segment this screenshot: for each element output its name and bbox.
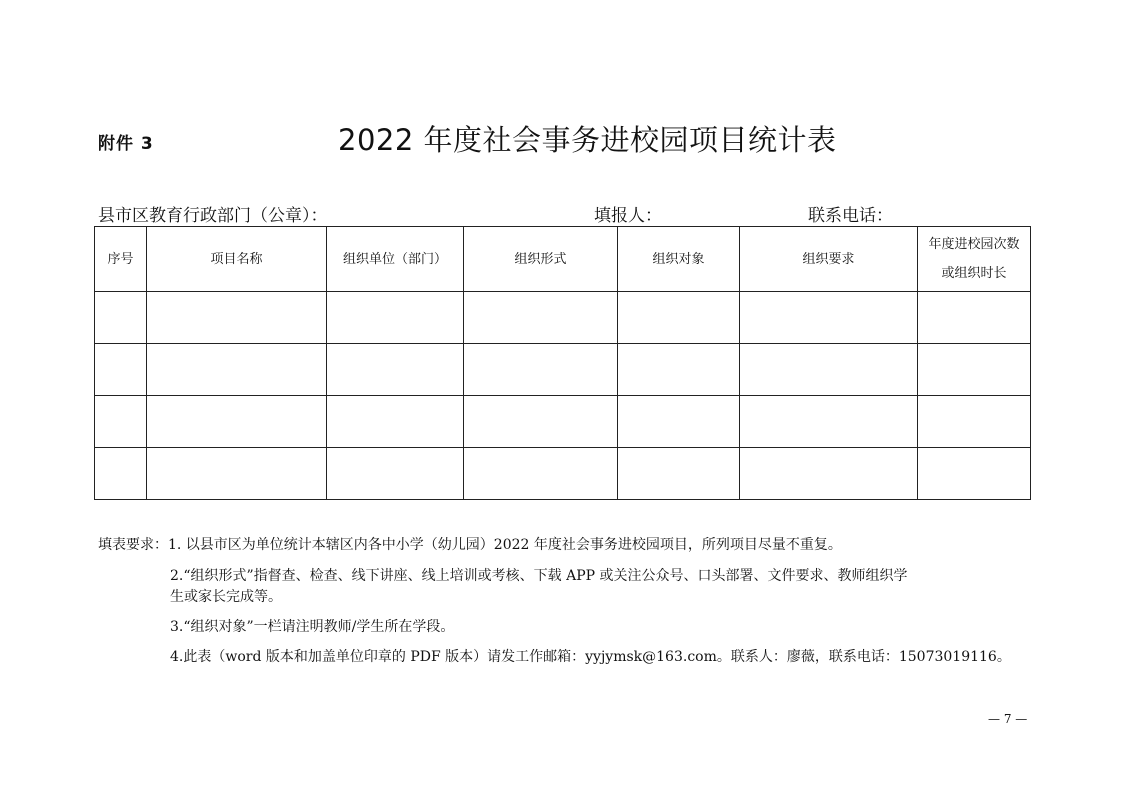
table-cell[interactable] [147, 344, 327, 396]
header-index: 序号 [95, 227, 147, 292]
table-cell[interactable] [464, 292, 618, 344]
document-title: 2022 年度社会事务进校园项目统计表 [338, 123, 837, 157]
statistics-table [94, 226, 1031, 500]
table-cell[interactable] [740, 292, 918, 344]
table-cell[interactable] [918, 292, 1031, 344]
table-cell[interactable] [327, 292, 464, 344]
header-requirements: 组织要求 [740, 227, 918, 292]
table-header-row [95, 227, 1031, 292]
table-cell[interactable] [327, 396, 464, 448]
table-cell[interactable] [147, 292, 327, 344]
instruction-line-4: 4.此表（word 版本和加盖单位印章的 PDF 版本）请发工作邮箱：yyjymsk@163.com。联系人：廖薇，联系电话：15073019116。 [170, 649, 1011, 665]
table-cell[interactable] [618, 448, 740, 500]
instruction-line-3: 3.“组织对象”一栏请注明教师/学生所在学段。 [170, 619, 455, 635]
instruction-line-2b: 生或家长完成等。 [170, 589, 282, 605]
instruction-line-1: 填表要求：1. 以县市区为单位统计本辖区内各中小学（幼儿园）2022 年度社会事务进校园项目，所列项目尽量不重复。 [98, 537, 842, 553]
table-cell[interactable] [95, 396, 147, 448]
header-audience: 组织对象 [618, 227, 740, 292]
table-row [95, 292, 1031, 344]
table-cell[interactable] [618, 396, 740, 448]
table-row [95, 344, 1031, 396]
header-frequency-line1: 年度进校园次数 [928, 237, 1020, 252]
table-cell[interactable] [464, 344, 618, 396]
table-cell[interactable] [464, 396, 618, 448]
fill-instructions [98, 535, 1038, 668]
table-cell[interactable] [618, 344, 740, 396]
table-cell[interactable] [147, 448, 327, 500]
header-format: 组织形式 [464, 227, 618, 292]
table-cell[interactable] [740, 448, 918, 500]
instruction-item-2 [98, 566, 1038, 608]
table-cell[interactable] [95, 448, 147, 500]
table-cell[interactable] [918, 344, 1031, 396]
table-cell[interactable] [918, 448, 1031, 500]
table-cell[interactable] [464, 448, 618, 500]
header-frequency-line2: 或组织时长 [941, 266, 1007, 281]
attachment-label: 附件 3 [98, 134, 154, 154]
header-organizer: 组织单位（部门） [327, 227, 464, 292]
table-row [95, 396, 1031, 448]
table-cell[interactable] [95, 344, 147, 396]
filler-label: 填报人： [594, 206, 662, 226]
table-cell[interactable] [740, 396, 918, 448]
table-row [95, 448, 1031, 500]
table-cell[interactable] [618, 292, 740, 344]
instruction-line-2a: 2.“组织形式”指督查、检查、线下讲座、线上培训或考核、下载 APP 或关注公众号、口头部署、文件要求、教师组织学 [170, 568, 908, 584]
page-number: — 7 — [988, 712, 1028, 726]
table-cell[interactable] [740, 344, 918, 396]
table-cell[interactable] [918, 396, 1031, 448]
phone-label: 联系电话： [808, 206, 893, 226]
header-project-name: 项目名称 [147, 227, 327, 292]
table-cell[interactable] [327, 448, 464, 500]
department-label: 县市区教育行政部门（公章）： [98, 206, 328, 226]
table-cell[interactable] [327, 344, 464, 396]
table-cell[interactable] [147, 396, 327, 448]
header-frequency [918, 227, 1031, 292]
table-cell[interactable] [95, 292, 147, 344]
